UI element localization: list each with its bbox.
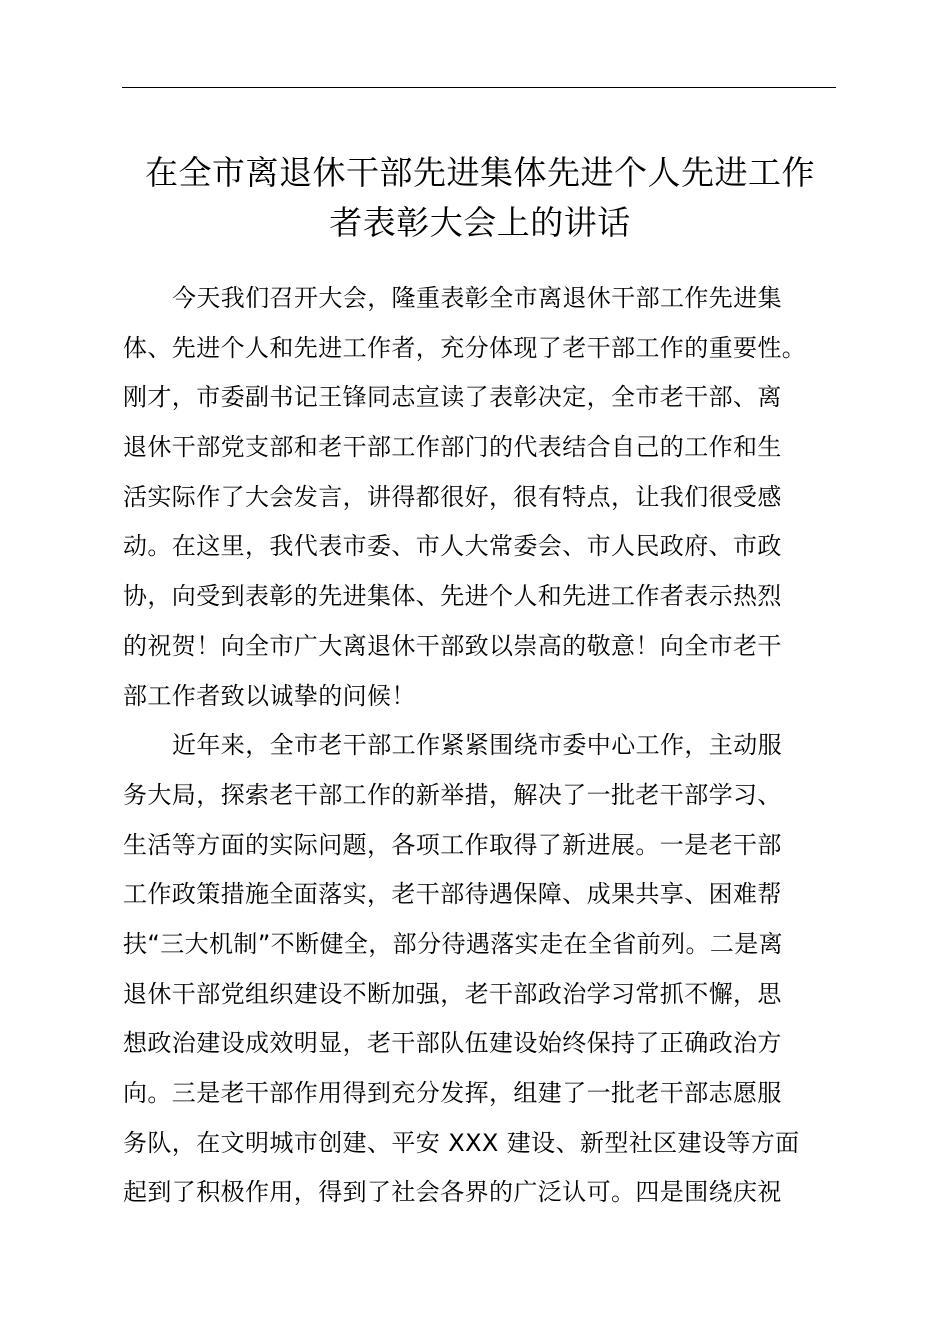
text-line: 务队，在文明城市创建、平安 XXX 建设、新型社区建设等方面	[123, 1128, 800, 1157]
text-line: 务大局，探索老干部工作的新举措，解决了一批老干部学习、	[123, 780, 782, 809]
text-line: 起到了积极作用，得到了社会各界的广泛认可。四是围绕庆祝	[123, 1178, 782, 1207]
text-line: 刚才，市委副书记王锋同志宣读了表彰决定，全市老干部、离	[123, 383, 782, 412]
header-rule	[122, 87, 836, 88]
text-line: 部工作者致以诚挚的问候！	[123, 681, 416, 710]
text-line: 的祝贺！向全市广大离退休干部致以崇高的敬意！向全市老干	[123, 631, 782, 660]
text-line: 体、先进个人和先进工作者，充分体现了老干部工作的重要性。	[123, 333, 807, 362]
text-line: 扶“三大机制”不断健全，部分待遇落实走在全省前列。二是离	[123, 929, 784, 958]
text-line: 向。三是老干部作用得到充分发挥，组建了一批老干部志愿服	[123, 1079, 782, 1107]
text-line: 工作政策措施全面落实，老干部待遇保障、成果共享、困难帮	[123, 880, 782, 909]
text-line: 协，向受到表彰的先进集体、先进个人和先进工作者表示热烈	[123, 582, 782, 611]
text-line: 生活等方面的实际问题，各项工作取得了新进展。一是老干部	[123, 830, 782, 859]
title-line: 者表彰大会上的讲话	[329, 203, 631, 242]
text-line: 活实际作了大会发言，讲得都很好，很有特点，让我们很受感	[123, 482, 782, 511]
speech-body	[123, 274, 839, 1218]
text-line: 近年来，全市老干部工作紧紧围绕市委中心工作，主动服	[172, 731, 782, 760]
text-line: 想政治建设成效明显，老干部队伍建设始终保持了正确政治方	[123, 1029, 782, 1058]
text-line: 动。在这里，我代表市委、市人大常委会、市人民政府、市政	[123, 532, 782, 561]
text-line: 退休干部党组织建设不断加强，老干部政治学习常抓不懈，思	[123, 979, 782, 1008]
text-line: 退休干部党支部和老干部工作部门的代表结合自己的工作和生	[123, 433, 782, 462]
document-title	[110, 148, 850, 248]
text-line: 今天我们召开大会，隆重表彰全市离退休干部工作先进集	[172, 284, 782, 312]
title-line: 在全市离退休干部先进集体先进个人先进工作	[145, 153, 815, 192]
